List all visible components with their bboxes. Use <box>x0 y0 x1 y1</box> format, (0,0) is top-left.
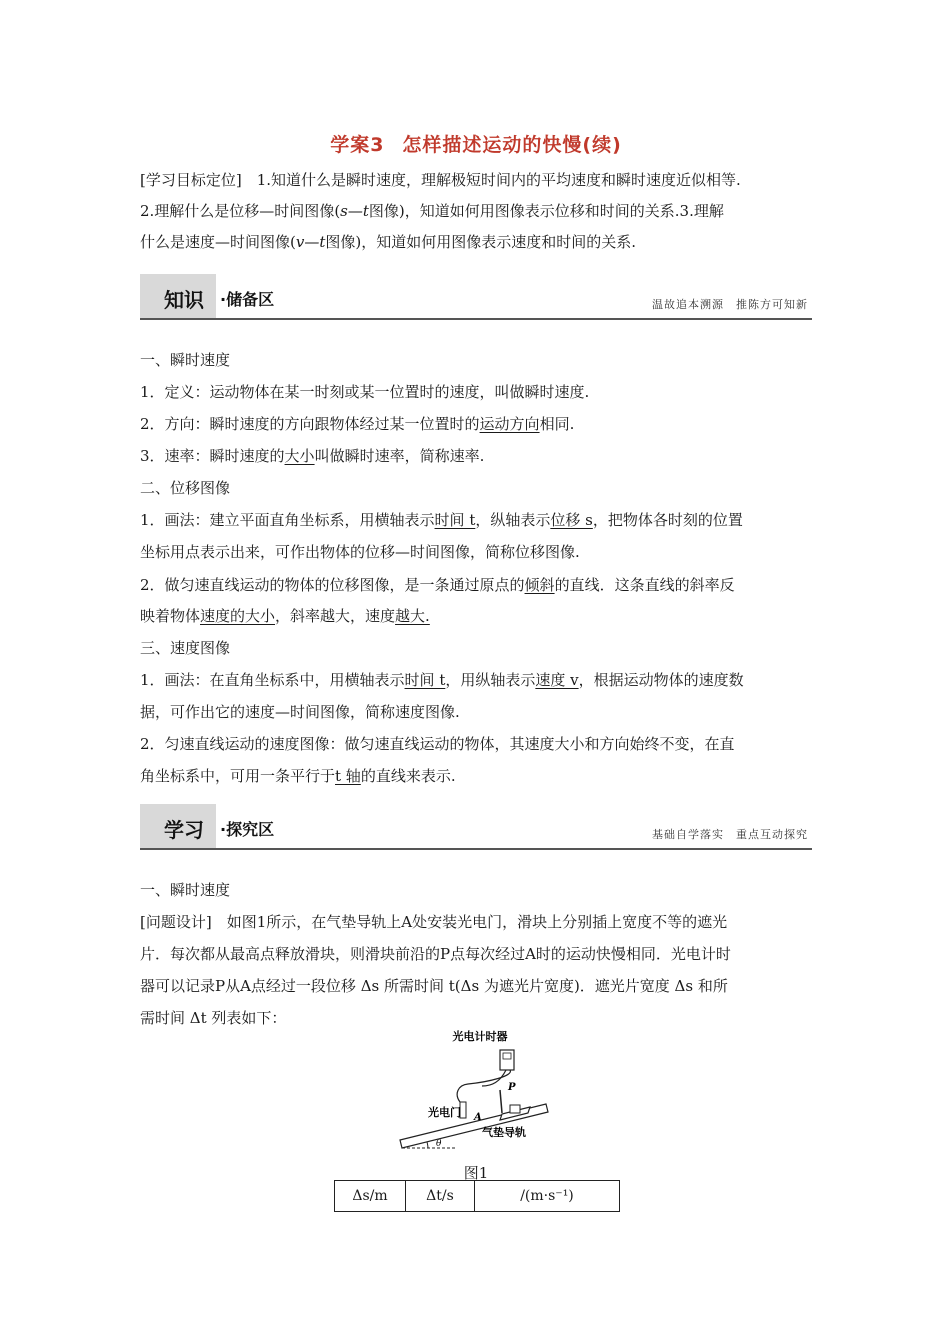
answer-underline: 运动方向 <box>479 415 540 433</box>
text-span: 2．做匀速直线运动的物体的位移图像，是一条通过原点的 <box>140 576 525 594</box>
question-line-3: 器可以记录P从A点经过一段位移 Δs 所需时间 t(Δs 为遮光片宽度)．遮光片宽度 Δs 和所 <box>140 977 728 995</box>
text-span: 的直线来表示. <box>360 767 456 785</box>
slider-top <box>510 1105 520 1113</box>
angle-arc <box>427 1142 428 1148</box>
page-title <box>140 130 812 157</box>
answer-underline: 大小 <box>284 447 315 465</box>
air-track-figure <box>396 1024 556 1152</box>
text-span: 1．画法：建立平面直角坐标系，用横轴表示 <box>140 511 435 529</box>
band-rule <box>140 318 812 320</box>
objectives-line-3 <box>140 232 812 252</box>
table-header-cell: Δt/s <box>406 1181 475 1212</box>
title-main: 学案3 <box>330 134 385 156</box>
heading-instant-velocity: 一、瞬时速度 <box>140 351 231 369</box>
section-band-study <box>140 804 812 850</box>
velocity-method-2: 据，可作出它的速度—时间图像，简称速度图像. <box>140 703 460 721</box>
text-span: 2.理解什么是位移—时间图像( <box>140 202 341 220</box>
title-sub: 怎样描述运动的快慢(续) <box>402 134 622 156</box>
text-span: 映着物体 <box>140 607 201 625</box>
label-P: P <box>508 1082 516 1093</box>
answer-underline: 位移 s <box>550 511 593 529</box>
band-title: 知识 <box>164 288 204 312</box>
text-span: 图像)，知道如何用图像表示速度和时间的关系. <box>325 233 636 251</box>
label-gate: 光电门 <box>428 1106 461 1119</box>
text-span: 3．速率：瞬时速度的 <box>140 447 285 465</box>
text-span: ，纵轴表示 <box>475 511 551 529</box>
velocity-method-1 <box>140 670 812 690</box>
question-line-2: 片．每次都从最高点释放滑块，则滑块前沿的P点每次经过A时的运动快慢相同．光电计时 <box>140 945 731 963</box>
table-header-cell: Δs/m <box>335 1181 406 1212</box>
band-motto: 基础自学落实 重点互动探究 <box>652 828 808 841</box>
text-span: 叫做瞬时速率，简称速率. <box>314 447 485 465</box>
text-span: 2．方向：瞬时速度的方向跟物体经过某一位置时的 <box>140 415 480 433</box>
velocity-uniform-2 <box>140 766 812 786</box>
text-span: 1．画法：在直角坐标系中，用横轴表示 <box>140 671 405 689</box>
band-motto: 温故追本溯源 推陈方可知新 <box>652 298 808 311</box>
band-rule <box>140 848 812 850</box>
band-title: 学习 <box>164 818 204 842</box>
answer-underline: 时间 t <box>404 671 446 689</box>
timer-display <box>503 1053 511 1059</box>
label-timer: 光电计时器 <box>452 1030 508 1043</box>
figure-caption: 图1 <box>463 1164 489 1182</box>
answer-underline: 越大. <box>395 607 430 625</box>
answer-underline: 时间 t <box>434 511 476 529</box>
answer-underline: 速度的大小 <box>200 607 276 625</box>
label-theta: θ <box>436 1139 442 1149</box>
table-row <box>335 1181 620 1212</box>
text-span: 相同. <box>539 415 575 433</box>
displacement-method-1 <box>140 510 812 530</box>
knowledge-direction <box>140 414 812 434</box>
text-span: ，根据运动物体的速度数 <box>578 671 744 689</box>
band-subtitle: ·探究区 <box>220 820 275 839</box>
displacement-uniform-2 <box>140 606 812 626</box>
text-span: 角坐标系中，可用一条平行于 <box>140 767 336 785</box>
question-line-4: 需时间 Δt 列表如下： <box>140 1009 287 1027</box>
text-span: ，把物体各时刻的位置 <box>592 511 743 529</box>
var-s-t: s—t <box>340 202 369 220</box>
light-shield <box>500 1090 502 1113</box>
heading-velocity-graph: 三、速度图像 <box>140 639 231 657</box>
heading-displacement-graph: 二、位移图像 <box>140 479 231 497</box>
knowledge-definition: 1．定义：运动物体在某一时刻或某一位置时的速度，叫做瞬时速度. <box>140 383 590 401</box>
answer-underline: 速度 v <box>535 671 579 689</box>
text-span: ，用纵轴表示 <box>445 671 536 689</box>
objectives-line-1: [学习目标定位] 1.知道什么是瞬时速度，理解极短时间内的平均速度和瞬时速度近似相等. <box>140 171 741 189</box>
label-track: 气垫导轨 <box>482 1126 526 1139</box>
objectives-line-2 <box>140 201 812 221</box>
text-span: 什么是速度—时间图像( <box>140 233 296 251</box>
var-v-t: v—t <box>295 233 326 251</box>
displacement-method-2: 坐标用点表示出来，可作出物体的位移—时间图像，简称位移图像. <box>140 543 580 561</box>
study-heading: 一、瞬时速度 <box>140 881 231 899</box>
text-span: ，斜率越大，速度 <box>275 607 396 625</box>
velocity-uniform-1: 2．匀速直线运动的速度图像：做匀速直线运动的物体，其速度大小和方向始终不变，在直 <box>140 735 735 753</box>
answer-underline: 倾斜 <box>524 576 555 594</box>
label-A: A <box>474 1112 482 1123</box>
table-header-cell: /(m·s⁻¹) <box>475 1181 620 1212</box>
text-span: 图像)，知道如何用图像表示位移和时间的关系.3.理解 <box>368 202 724 220</box>
question-line-1: [问题设计] 如图1所示，在气垫导轨上A处安装光电门，滑块上分别插上宽度不等的遮光 <box>140 913 728 931</box>
knowledge-speed <box>140 446 812 466</box>
text-span: 的直线．这条直线的斜率反 <box>554 576 735 594</box>
data-table <box>334 1180 620 1212</box>
timer-cable <box>482 1070 506 1086</box>
section-band-knowledge <box>140 274 812 320</box>
displacement-uniform-1 <box>140 575 812 595</box>
band-subtitle: ·储备区 <box>220 290 275 309</box>
answer-underline: t 轴 <box>335 767 361 785</box>
